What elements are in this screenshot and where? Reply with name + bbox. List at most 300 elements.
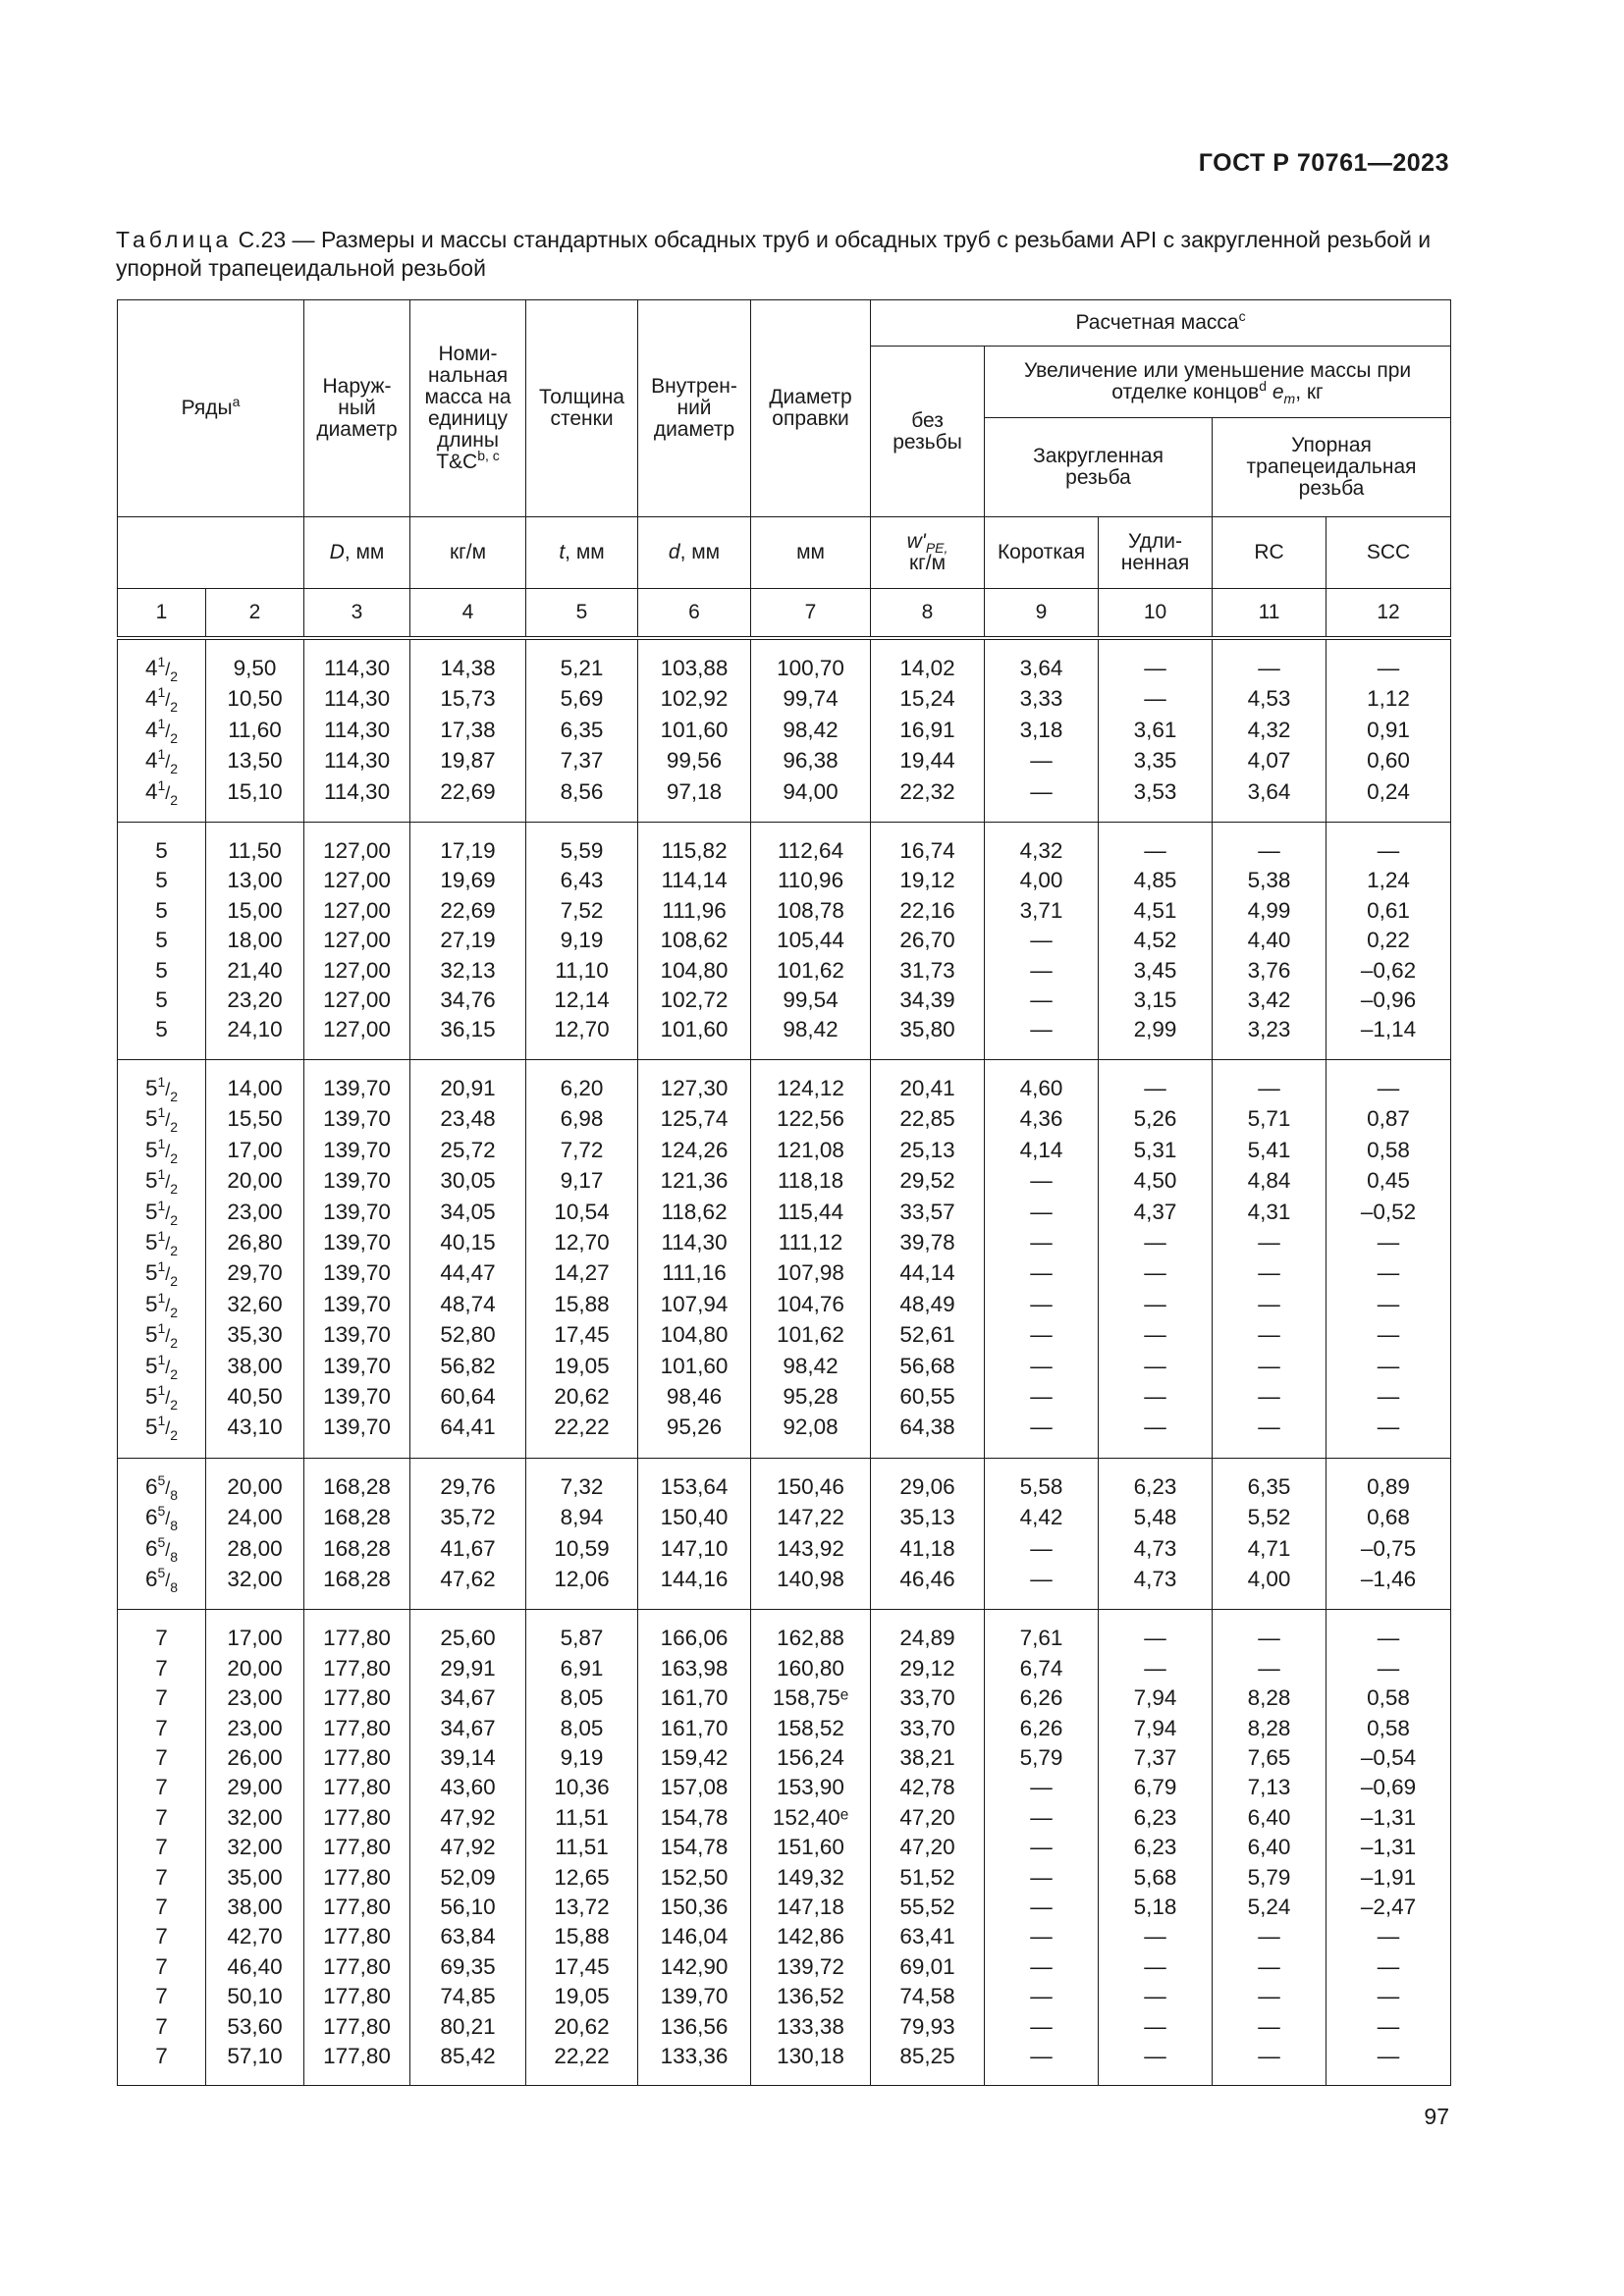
table-cell: 5,79 [985,1743,1099,1773]
table-cell: 124,26 [638,1136,751,1166]
table-cell: 29,06 [871,1458,985,1503]
table-cell: 47,20 [871,1833,985,1862]
table-cell: 160,80 [751,1654,871,1683]
table-cell: 157,08 [638,1773,751,1802]
table-cell: 11,50 [206,823,304,867]
table-cell: 17,45 [526,1320,638,1351]
table-cell: — [985,1258,1099,1289]
table-cell: 102,72 [638,986,751,1015]
table-cell: –2,47 [1326,1893,1451,1922]
table-cell: — [1099,684,1213,715]
column-number-6: 6 [638,589,751,639]
table-cell: — [1099,1258,1213,1289]
table-row [118,1413,1451,1458]
table-cell: 23,48 [410,1104,526,1135]
table-cell: 39,78 [871,1228,985,1258]
table-cell: 6,74 [985,1654,1099,1683]
size-cell: 7 [118,2042,206,2086]
size-cell: $4^1/_2$ [118,684,206,715]
size-cell: $5^1/_2$ [118,1166,206,1197]
table-cell: 114,30 [304,746,410,776]
table-cell: 107,98 [751,1258,871,1289]
table-cell: 56,10 [410,1893,526,1922]
table-cell: 25,72 [410,1136,526,1166]
table-cell: 99,74 [751,684,871,715]
table-row [118,1654,1451,1683]
table-row [118,986,1451,1015]
table-cell: 5,68 [1099,1863,1213,1893]
table-cell: 14,27 [526,1258,638,1289]
table-cell: 177,80 [304,1982,410,2011]
table-cell: 158,75ᵉ [751,1683,871,1713]
table-cell: 15,50 [206,1104,304,1135]
table-cell: 17,38 [410,716,526,746]
table-cell: 64,38 [871,1413,985,1458]
table-cell: 7,37 [1099,1743,1213,1773]
table-cell: 152,40ᵉ [751,1803,871,1833]
table-cell: 28,00 [206,1534,304,1565]
table-cell: — [1099,2012,1213,2042]
table-cell: 3,53 [1099,777,1213,823]
column-number-11: 11 [1213,589,1326,639]
table-cell: — [985,1833,1099,1862]
table-cell: 0,87 [1326,1104,1451,1135]
unit-mandrel: мм [751,517,871,589]
table-cell: 4,31 [1213,1198,1326,1228]
table-cell: 15,24 [871,684,985,715]
column-number-1: 1 [118,589,206,639]
table-cell: 12,65 [526,1863,638,1893]
table-cell: 63,84 [410,1922,526,1951]
table-cell: — [1213,1413,1326,1458]
table-cell: 5,18 [1099,1893,1213,1922]
table-cell: 4,60 [985,1059,1099,1104]
table-cell: — [985,1982,1099,2011]
size-cell: 5 [118,926,206,955]
table-cell: — [1326,1413,1451,1458]
table-cell: — [1326,2012,1451,2042]
table-cell: 35,13 [871,1503,985,1533]
table-cell: 26,70 [871,926,985,955]
table-row [118,1534,1451,1565]
table-cell: 127,00 [304,896,410,926]
table-cell: 104,76 [751,1290,871,1320]
table-row [118,956,1451,986]
unit-nominal-mass: кг/м [410,517,526,589]
table-cell: 11,10 [526,956,638,986]
table-cell: 5,48 [1099,1503,1213,1533]
table-cell: 104,80 [638,956,751,986]
table-cell: 4,52 [1099,926,1213,955]
table-cell: 14,38 [410,638,526,684]
table-cell: 114,14 [638,866,751,895]
table-cell: 39,14 [410,1743,526,1773]
size-group [118,1059,1451,1458]
table-cell: 26,80 [206,1228,304,1258]
table-cell: 3,61 [1099,716,1213,746]
table-cell: 12,14 [526,986,638,1015]
table-cell: — [1213,1352,1326,1382]
table-cell: 32,60 [206,1290,304,1320]
table-cell: 114,30 [638,1228,751,1258]
table-cell: — [1326,1654,1451,1683]
table-cell: — [1326,1290,1451,1320]
table-cell: 74,85 [410,1982,526,2011]
table-cell: 98,42 [751,1015,871,1059]
table-cell: 112,64 [751,823,871,867]
table-cell: 154,78 [638,1833,751,1862]
table-cell: 20,91 [410,1059,526,1104]
table-cell: 159,42 [638,1743,751,1773]
table-cell: –1,14 [1326,1015,1451,1059]
table-cell: 6,23 [1099,1458,1213,1503]
table-cell: 163,98 [638,1654,751,1683]
table-cell: 16,91 [871,716,985,746]
size-cell: $5^1/_2$ [118,1290,206,1320]
table-row [118,684,1451,715]
column-number-10: 10 [1099,589,1213,639]
column-number-8: 8 [871,589,985,639]
table-cell: 24,89 [871,1610,985,1654]
table-cell: 0,22 [1326,926,1451,955]
table-cell: 44,47 [410,1258,526,1289]
table-cell: 133,38 [751,2012,871,2042]
table-cell: 3,64 [985,638,1099,684]
table-cell: — [1099,1059,1213,1104]
table-cell: 101,62 [751,1320,871,1351]
table-cell: 34,67 [410,1714,526,1743]
table-cell: 41,18 [871,1534,985,1565]
table-cell: 64,41 [410,1413,526,1458]
table-cell: 23,20 [206,986,304,1015]
table-cell: 3,23 [1213,1015,1326,1059]
table-cell: 143,92 [751,1534,871,1565]
table-cell: 125,74 [638,1104,751,1135]
table-cell: 104,80 [638,1320,751,1351]
table-cell: — [985,1803,1099,1833]
table-cell: 4,84 [1213,1166,1326,1197]
table-row [118,1565,1451,1610]
table-row [118,1922,1451,1951]
table-cell: 47,92 [410,1833,526,1862]
column-number-12: 12 [1326,589,1451,639]
size-cell: 7 [118,1803,206,1833]
table-cell: — [1326,2042,1451,2086]
table-cell: — [1326,1922,1451,1951]
table-cell: 6,23 [1099,1803,1213,1833]
table-cell: 20,00 [206,1654,304,1683]
size-cell: $6^5/_8$ [118,1565,206,1610]
table-cell: — [985,1352,1099,1382]
table-cell: — [1213,1610,1326,1654]
table-cell: 4,37 [1099,1198,1213,1228]
table-cell: 0,91 [1326,716,1451,746]
table-cell: — [1213,1952,1326,1982]
table-cell: 177,80 [304,1952,410,1982]
table-cell: 51,52 [871,1863,985,1893]
table-row [118,1458,1451,1503]
table-cell: 19,12 [871,866,985,895]
table-cell: 5,59 [526,823,638,867]
table-cell: 52,61 [871,1320,985,1351]
table-row [118,1059,1451,1104]
table-cell: 56,68 [871,1352,985,1382]
table-cell: — [985,1565,1099,1610]
table-cell: 147,10 [638,1534,751,1565]
table-cell: 47,20 [871,1803,985,1833]
table-cell: 60,64 [410,1382,526,1413]
table-cell: — [1099,1610,1213,1654]
table-cell: — [1099,1922,1213,1951]
table-cell: 5,31 [1099,1136,1213,1166]
table-cell: 63,41 [871,1922,985,1951]
size-cell: $5^1/_2$ [118,1059,206,1104]
header-long: Удли- ненная [1099,517,1213,589]
table-cell: 3,71 [985,896,1099,926]
table-row [118,1136,1451,1166]
table-cell: — [1099,1952,1213,1982]
header-wall-thickness: Толщина стенки [526,300,638,517]
table-cell: 34,76 [410,986,526,1015]
table-cell: 40,50 [206,1382,304,1413]
table-cell: — [1213,1922,1326,1951]
table-cell: 24,10 [206,1015,304,1059]
size-cell: $5^1/_2$ [118,1352,206,1382]
table-cell: 177,80 [304,1610,410,1654]
size-cell: 7 [118,1610,206,1654]
table-cell: 5,69 [526,684,638,715]
table-cell: 3,76 [1213,956,1326,986]
table-cell: 6,26 [985,1714,1099,1743]
table-cell: — [1326,1228,1451,1258]
table-cell: 44,14 [871,1258,985,1289]
table-cell: 19,05 [526,1982,638,2011]
table-cell: — [1213,638,1326,684]
table-cell: 15,73 [410,684,526,715]
table-row [118,1015,1451,1059]
table-cell: 6,91 [526,1654,638,1683]
table-cell: 15,10 [206,777,304,823]
table-cell: 152,50 [638,1863,751,1893]
table-cell: 124,12 [751,1059,871,1104]
table-cell: 151,60 [751,1833,871,1862]
table-cell: 0,68 [1326,1503,1451,1533]
table-cell: 9,50 [206,638,304,684]
table-cell: 121,08 [751,1136,871,1166]
size-cell: 7 [118,1833,206,1862]
table-caption [116,226,1451,283]
column-number-2: 2 [206,589,304,639]
table-cell: 161,70 [638,1683,751,1713]
table-cell: 38,00 [206,1352,304,1382]
table-cell: 4,51 [1099,896,1213,926]
table-cell: 23,00 [206,1198,304,1228]
table-cell: –0,75 [1326,1534,1451,1565]
table-cell: 9,17 [526,1166,638,1197]
table-cell: 177,80 [304,1863,410,1893]
table-cell: –0,62 [1326,956,1451,986]
table-cell: 142,90 [638,1952,751,1982]
table-cell: 118,18 [751,1166,871,1197]
table-cell: 133,36 [638,2042,751,2086]
table-cell: 177,80 [304,1683,410,1713]
table-cell: 27,19 [410,926,526,955]
table-cell: 8,05 [526,1683,638,1713]
column-number-7: 7 [751,589,871,639]
table-cell: 50,10 [206,1982,304,2011]
table-cell: 14,02 [871,638,985,684]
header-mass-change: Увеличение или уменьшение массы при отделке концов$^d$ $e_m$, кг [985,347,1451,418]
table-cell: 114,30 [304,638,410,684]
table-cell: 31,73 [871,956,985,986]
table-cell: 22,85 [871,1104,985,1135]
table-cell: — [985,1166,1099,1197]
table-cell: 108,78 [751,896,871,926]
table-row [118,1290,1451,1320]
header-buttress-thread: Упорная трапецеидальная резьба [1213,418,1451,517]
table-row [118,1714,1451,1743]
table-cell: 6,23 [1099,1833,1213,1862]
table-cell: — [1099,1982,1213,2011]
table-cell: 2,99 [1099,1015,1213,1059]
header-round-thread: Закругленная резьба [985,418,1213,517]
table-cell: 168,28 [304,1503,410,1533]
size-cell: $4^1/_2$ [118,746,206,776]
table-cell: 98,42 [751,1352,871,1382]
table-cell: 17,00 [206,1136,304,1166]
table-cell: 4,99 [1213,896,1326,926]
table-cell: 20,41 [871,1059,985,1104]
table-cell: 6,98 [526,1104,638,1135]
table-row [118,716,1451,746]
table-cell: 22,32 [871,777,985,823]
table-cell: 10,59 [526,1534,638,1565]
table-cell: 122,56 [751,1104,871,1135]
table-cell: 4,36 [985,1104,1099,1135]
size-cell: 7 [118,1922,206,1951]
table-cell: 177,80 [304,1803,410,1833]
table-cell: 12,06 [526,1565,638,1610]
table-cell: 5,41 [1213,1136,1326,1166]
table-cell: 5,58 [985,1458,1099,1503]
table-cell: 147,18 [751,1893,871,1922]
table-cell: — [985,926,1099,955]
table-cell: 114,30 [304,716,410,746]
table-cell: 99,54 [751,986,871,1015]
table-cell: 38,21 [871,1743,985,1773]
table-row [118,1258,1451,1289]
table-cell: 4,32 [985,823,1099,867]
table-cell: 17,45 [526,1952,638,1982]
table-cell: — [985,1320,1099,1351]
size-cell: 7 [118,1743,206,1773]
table-cell: 4,00 [985,866,1099,895]
table-cell: 94,00 [751,777,871,823]
table-cell: — [1099,1654,1213,1683]
header-rows: Ряды$^a$ [118,300,304,517]
table-cell: –0,54 [1326,1743,1451,1773]
table-cell: 4,32 [1213,716,1326,746]
table-cell: 18,00 [206,926,304,955]
table-cell: 92,08 [751,1413,871,1458]
table-cell: 8,05 [526,1714,638,1743]
table-row [118,1610,1451,1654]
table-cell: 47,62 [410,1565,526,1610]
table-cell: 10,50 [206,684,304,715]
table-cell: –1,31 [1326,1833,1451,1862]
table-cell: 42,70 [206,1922,304,1951]
table-cell: 5,52 [1213,1503,1326,1533]
column-number-4: 4 [410,589,526,639]
table-cell: 177,80 [304,1654,410,1683]
table-cell: 6,20 [526,1059,638,1104]
table-cell: 99,56 [638,746,751,776]
column-number-9: 9 [985,589,1099,639]
table-cell: 80,21 [410,2012,526,2042]
table-cell: 10,36 [526,1773,638,1802]
header-nominal-mass: Номи- нальная масса на единицу длины $T\&C^{b, c}$ [410,300,526,517]
table-cell: 153,90 [751,1773,871,1802]
table-cell: — [1326,1610,1451,1654]
table-cell: 3,18 [985,716,1099,746]
table-cell: 4,50 [1099,1166,1213,1197]
table-cell: 11,60 [206,716,304,746]
table-cell: 24,00 [206,1503,304,1533]
table-row [118,1382,1451,1413]
table-cell: 32,13 [410,956,526,986]
table-cell: 139,70 [304,1104,410,1135]
table-row [118,746,1451,776]
table-cell: — [985,1290,1099,1320]
table-cell: 3,35 [1099,746,1213,776]
table-cell: 13,72 [526,1893,638,1922]
table-cell: — [985,956,1099,986]
table-cell: 6,40 [1213,1833,1326,1862]
table-cell: 85,25 [871,2042,985,2086]
table-cell: 40,15 [410,1228,526,1258]
header-rc: RC [1213,517,1326,589]
table-cell: 13,50 [206,746,304,776]
table-row [118,2012,1451,2042]
table-cell: 7,52 [526,896,638,926]
table-cell: 41,67 [410,1534,526,1565]
table-cell: 5,21 [526,638,638,684]
table-cell: 101,60 [638,716,751,746]
table-cell: 3,45 [1099,956,1213,986]
size-cell: 5 [118,986,206,1015]
table-cell: 6,35 [1213,1458,1326,1503]
table-cell: 11,51 [526,1803,638,1833]
table-cell: 121,36 [638,1166,751,1197]
size-cell: $5^1/_2$ [118,1136,206,1166]
units-blank [118,517,304,589]
table-cell: 35,00 [206,1863,304,1893]
table-cell: –1,91 [1326,1863,1451,1893]
table-cell: 52,80 [410,1320,526,1351]
table-cell: 102,92 [638,684,751,715]
table-row [118,1198,1451,1228]
casing-table [117,299,1451,2086]
table-cell: 42,78 [871,1773,985,1802]
table-cell: 108,62 [638,926,751,955]
table-cell: 19,69 [410,866,526,895]
table-row [118,1803,1451,1833]
table-cell: 19,87 [410,746,526,776]
header-calculated-mass: Расчетная масса$^c$ [871,300,1451,347]
table-cell: 47,92 [410,1803,526,1833]
table-cell: 147,22 [751,1503,871,1533]
unit-wall: t, мм [526,517,638,589]
